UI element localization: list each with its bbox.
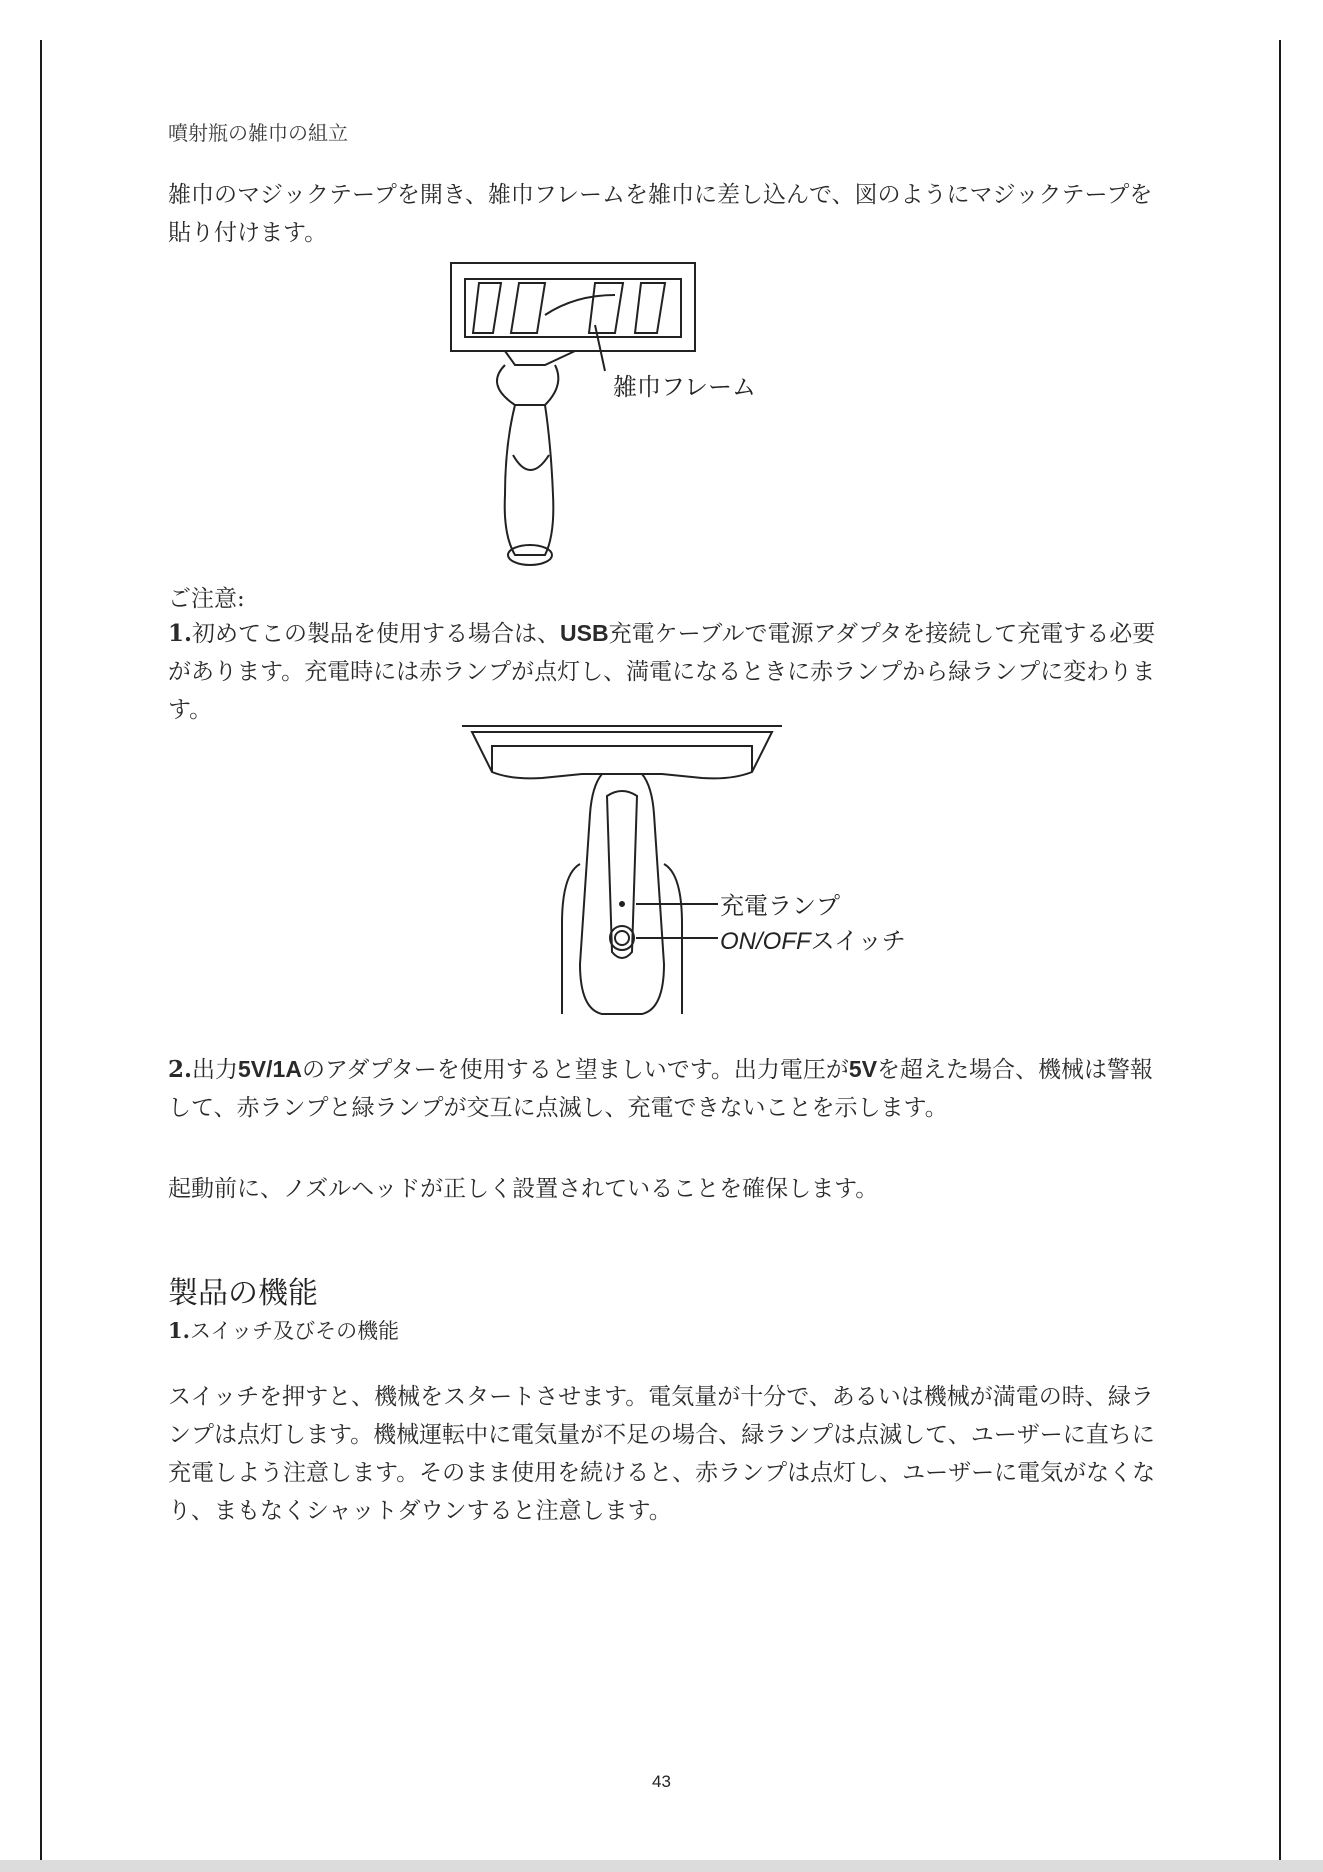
features-heading: 製品の機能 [168, 1276, 318, 1311]
left-margin-rule [40, 40, 42, 1872]
notice-item-1-text-prefix: 初めてこの製品を使用する場合は、 [192, 621, 561, 647]
power-switch-callout-suffix: スイッチ [810, 927, 906, 955]
power-switch-callout [720, 921, 906, 956]
notice-item-2-text-b: のアダプターを使用すると望ましいです。出力電圧が [301, 1057, 849, 1083]
right-margin-rule [1279, 40, 1281, 1872]
charge-lamp-dot [620, 902, 624, 906]
section-title: 噴射瓶の雑巾の組立 [168, 121, 348, 145]
features-body: スイッチを押すと、機械をスタートさせます。電気量が十分で、あるいは機械が満電の時、緑ランプは点灯します。機械運転中に電気量が不足の場合、緑ランプは点滅して、ユーザーに直ちに充電しよう注意します。そのまま使用を続けると、赤ランプは点灯し、ユーザーに電気がなくなり、まもなくシャットダウンすると注意します。 [168, 1384, 1156, 1524]
squeegee-inner [492, 746, 752, 772]
notice-heading-text: ご注意: [168, 586, 245, 612]
notice-item-1 [168, 614, 1158, 729]
features-subheading [168, 1312, 1158, 1350]
notice-item-1-text-rest: 充電ケーブルで電源アダプタを接続して充電する必要があります。充電時には赤ランプが点灯し、満電になるときに赤ランプから緑ランプに変わります。 [168, 621, 1156, 723]
bottle-body [505, 405, 554, 555]
callout-leader [595, 325, 605, 371]
cloth-frame-callout: 雑巾フレーム [613, 373, 757, 401]
notice-item-1-number: 1. [168, 620, 193, 647]
power-switch-callout-prefix: ON/OFF [720, 928, 811, 955]
velcro-strap-2 [511, 283, 545, 333]
cloth-frame-figure [445, 255, 705, 575]
handle-body [580, 774, 664, 1014]
features-subheading-text: スイッチ及びその機能 [189, 1319, 400, 1343]
neck-top [505, 351, 575, 365]
power-button-outline [610, 926, 634, 950]
notice-item-1-usb: USB [560, 620, 609, 646]
page-number: 43 [652, 1772, 671, 1791]
charge-lamp-callout: 充電ランプ [720, 892, 840, 920]
trigger-head [497, 365, 558, 405]
startup-note: 起動前に、ノズルヘッドが正しく設置されていることを確保します。 [168, 1176, 879, 1202]
notice-item-2-spec: 5V/1A [238, 1056, 302, 1082]
power-button-inner [615, 931, 629, 945]
notice-item-2-volt: 5V [848, 1056, 878, 1082]
assembly-instructions: 雑巾のマジックテープを開き、雑巾フレームを雑巾に差し込んで、図のようにマジックテープを貼り付けます。 [168, 182, 1153, 246]
notice-item-2-text-c: を超えた場合、機械は警報して、赤ランプと緑ランプが交互に点滅し、充電できないことを示します。 [168, 1057, 1154, 1121]
features-subheading-number: 1. [168, 1318, 190, 1343]
velcro-strap-4 [635, 283, 665, 333]
notice-item-2 [168, 1050, 1158, 1127]
bottle-groove [513, 455, 549, 470]
frame-arm [545, 295, 615, 315]
notice-heading [168, 580, 1158, 618]
bottom-scan-edge [0, 1860, 1323, 1872]
notice-item-2-number: 2. [168, 1056, 193, 1083]
squeegee-head [472, 732, 772, 778]
notice-item-2-text-a: 出力 [192, 1057, 239, 1083]
window-vacuum-figure [462, 724, 782, 1024]
velcro-strap-1 [473, 283, 501, 333]
body-back-contour [562, 864, 580, 1014]
